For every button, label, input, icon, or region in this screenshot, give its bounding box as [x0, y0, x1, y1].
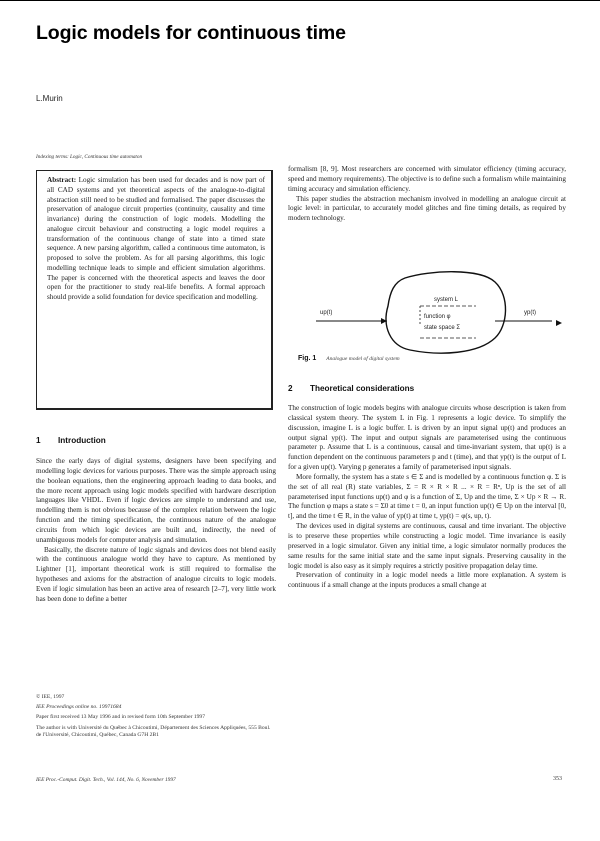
paragraph: Preservation of continuity in a logic model needs a little more explanation. A system is continuous if a small change at the inputs produces a small change at	[288, 571, 566, 590]
section-number: 2	[288, 384, 293, 393]
section-title: Theoretical considerations	[310, 384, 415, 393]
paragraph: The devices used in digital systems are continuous, causal and time invariant. The objective is to preserve these properties while constructing a logic model. Time invariance is easily preserved in a logic simulator. Given any initial time, a logic simulator normally produces the same results for the same initial state and the same input signals. Preserving causality in the logic model is also easy as it simply requires a strictly positive propagation delay time.	[288, 522, 566, 570]
function-label: function φ	[424, 314, 451, 320]
author-name: L.Murin	[36, 94, 63, 103]
paragraph: The construction of logic models begins with analogue circuits whose description is taken from classical system theory. The system L in Fig. 1 represents a logic device. To simplify the discussion, imagine L is a logic buffer. L is driven by an input signal up(t) and produces an output signal yp(t). The input and output signals are parameterised using the continuous parameter p. Assume that L is a continuous, causal and time-invariant system, that up(t) is a function dependent on the continuous parameters p and t (time), and that yp(t) is the output of L for a given up(t). Varying p generates a family of parameterised input signals.	[288, 404, 566, 472]
right-column-intro	[288, 165, 566, 224]
paragraph: Since the early days of digital systems, designers have been specifying and modelling logic devices for various purposes. There was the simple approach using the boolean equations, then the engineering approach leading to data books, and the more recent approach using logic models specified with hardware description languages like VHDL. Even if logic devices are simple to understand and use, modelling them is not obvious because of the complex relation between the logic function and the timing specification, the continuous nature of the analogue circuits from which logic devices are built and, indirectly, the need of unambiguous models for computer analysis and simulation.	[36, 457, 276, 544]
system-label: system L	[434, 297, 459, 303]
online-note: IEE Proceedings online no. 19971684	[36, 704, 122, 711]
figure-caption	[298, 355, 400, 362]
output-signal-label: yp(t)	[524, 310, 536, 316]
footnotes	[36, 694, 276, 742]
figure-label: Fig. 1	[298, 355, 317, 362]
state-space-label: state space Σ	[424, 325, 461, 331]
section-heading-theoretical-considerations	[288, 384, 414, 393]
abstract-label: Abstract:	[47, 176, 77, 184]
theoretical-considerations-body	[288, 404, 566, 591]
paragraph: This paper studies the abstraction mechanism involved in modelling an analogue circuit at logic level: in particular, to accurately model glitches and fine timing details, as required by modern technology.	[288, 194, 566, 223]
affiliation-note: The author is with Université du Québec à Chicoutimi, Département des Sciences Appliquées, 555 Boul. de l'Université, Chicoutimi, Québec, Canada G7H 2B1	[36, 724, 271, 738]
figure-caption-text: Analogue model of digital system	[326, 356, 400, 362]
page-number: 353	[553, 776, 562, 782]
section-number: 1	[36, 436, 41, 445]
paragraph: Basically, the discrete nature of logic signals and devices does not blend easily with the continuous analogue world they have to capture. As mentioned by Lightner [1], important theoretical work is still required to formalise the hypotheses and axioms for the abstraction of analogue circuits to logic models. Even if logic simulation has been an active area of research [2–7], very little work has been done to define a better	[36, 545, 276, 603]
output-arrow-head-icon	[556, 320, 562, 326]
figure-1-diagram	[310, 266, 570, 356]
paper-title: Logic models for continuous time	[36, 22, 346, 44]
journal-footer: IEE Proc.-Comput. Digit. Tech., Vol. 144, No. 6, November 1997	[36, 777, 176, 783]
abstract-body: Logic simulation has been used for decades and is now part of all CAD systems and yet theoretical aspects of the analogue-to-digital abstraction still need to be studied and formalised. The paper discusses the preservation of analogue circuit properties (continuity, causality and time invariance) during the construction of logic models. Modelling the analogue circuit behaviour and constructing a logic model requires a transformation of the continuous change of state into a timed state sequence. A new parsing algorithm, called a continuous time automaton, is proposed to solve the problem. As for all parsing algorithms, this logic modelling technique leads to simple and efficient simulation algorithms. The paper is concerned with the theoretical aspects and leaves the door open for the practitioner to study real-life benefits. A formal approach should provide a solid foundation for device specification and modelling.	[47, 176, 265, 301]
page-top-rule	[0, 0, 600, 1]
introduction-body	[36, 457, 276, 605]
system-boundary	[386, 272, 505, 353]
section-title: Introduction	[58, 436, 106, 445]
input-signal-label: up(t)	[320, 310, 333, 316]
abstract	[47, 176, 265, 303]
paragraph: formalism [8, 9]. Most researchers are concerned with simulator efficiency (timing accuracy, speed and memory requirements). The objective is to define such a formalism while maintaining timing accuracy and simulation efficiency.	[288, 165, 566, 193]
copyright-note: © IEE, 1997	[36, 694, 65, 700]
paragraph: More formally, the system has a state s ∈ Σ and is modelled by a continuous function φ. Σ is the set of all real (R) state variables, Σ = R × R × R ... × R = Rⁿ, Up is the set of all parameterised input functions up(t) and φ is a function of Σ, Up and the time, Σ × Up × R → R. The function φ maps a state s = Σ0 at time t = 0, an input function up(t) ∈ Up on the interval [0, t], and the time t ∈ R, in the value of yp(t) at time t, yp(t) = φ(s, up, t).	[288, 472, 566, 521]
received-note: Paper first received 13 May 1996 and in revised form 10th September 1997	[36, 714, 206, 721]
indexing-terms: Indexing terms: Logic, Continuous time automaton	[36, 154, 143, 160]
section-heading-introduction	[36, 436, 106, 445]
